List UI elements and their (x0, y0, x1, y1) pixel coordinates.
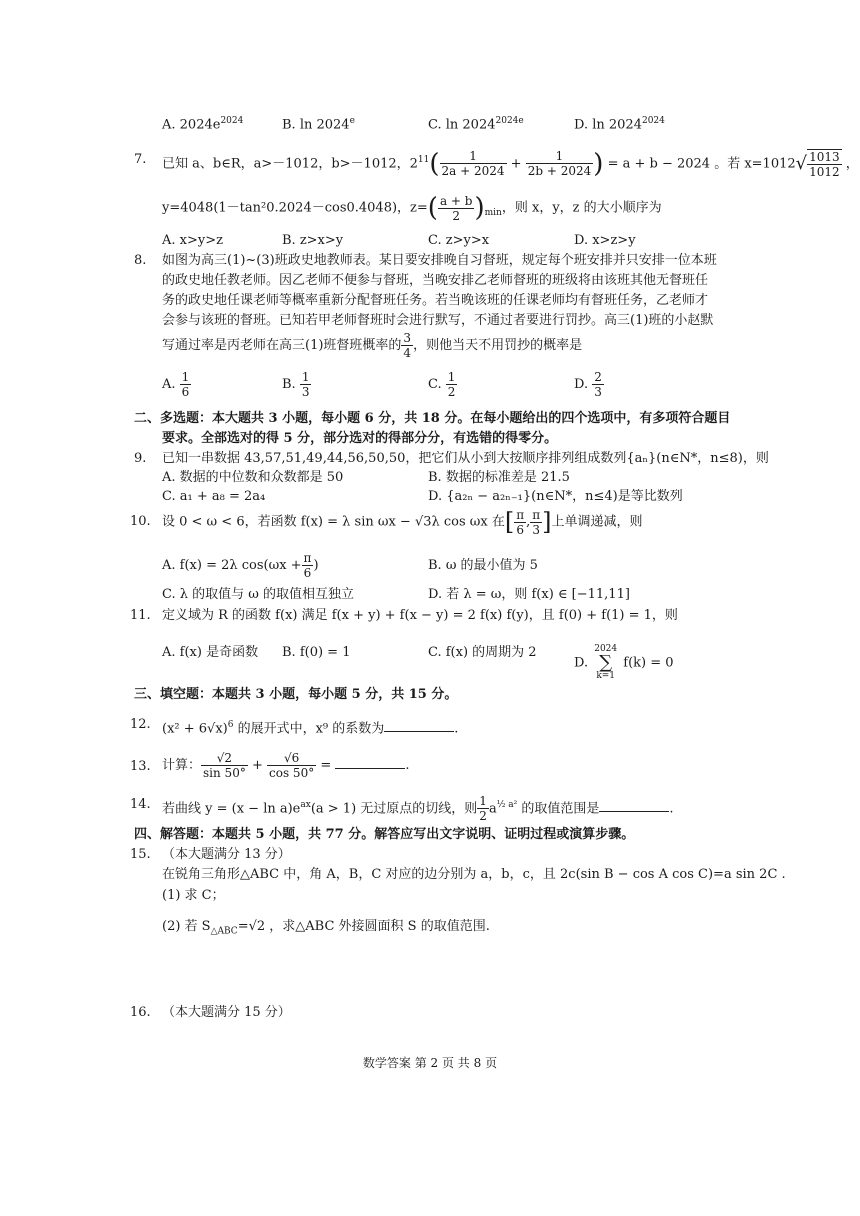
q12-text: $(x^2 + 6√x)^6$ 的展开式中，x⁹ 的系数为 . (162, 720, 459, 737)
q7-root-frac: $\frac{1013}{1012}$ (809, 149, 840, 179)
q9-option-a: A. 数据的中位数和众数都是 50 (162, 470, 344, 485)
q11-option-a: A. f(x) 是奇函数 (162, 645, 259, 660)
q6-option-c-sup: 2024e (495, 116, 524, 126)
q11-number: 11. (130, 608, 151, 623)
q15-part1: (1) 求 C； (162, 888, 225, 903)
q6-option-d: D. $\ln 2024^{2024}$ (574, 116, 665, 133)
q9-option-d: D. {a₂ₙ − a₂ₙ₋₁}(n∈N*，n≤4)是等比数列 (428, 489, 683, 504)
q6-option-a: A. $2024e^{2024}$ (162, 116, 244, 133)
q11-text: 定义域为 R 的函数 f(x) 满足 f(x + y) + f(x − y) = 2 f(x) f(y)，且 f(0) + f(1) = 1，则 (162, 608, 678, 623)
section2-heading-1: 二、多选题：本大题共 3 小题，每小题 6 分，共 18 分。在每小题给出的四个选项中，有多项符合题目 (134, 411, 731, 426)
q15-part2: (2) 若 $S_{\triangle ABC}=√2$ ，求△ABC 外接圆面积 S 的取值范围. (162, 919, 490, 937)
section2-heading-2: 要求。全部选对的得 5 分，部分选对的得部分分，有选错的得零分。 (162, 431, 558, 446)
q13-text: 计算： $\frac{√2}{\sin 50^\circ}$ + $\frac{√6}{\cos 50^\circ}$ = . (162, 751, 410, 780)
q8-line-2: 的政史地任教老师。因乙老师不便参与督班，当晚安排乙老师督班的班级将由该班其他无督班任 (162, 273, 709, 288)
q7-option-a: A. x>y>z (162, 233, 223, 248)
q10-option-a: A. f(x) = 2λ cos(ωx + $\frac{\pi}{6}$ ) (162, 551, 319, 580)
q6-option-d-sup: 2024 (641, 116, 665, 126)
q10-text: 设 0 < ω < 6，若函数 f(x) = λ sin ωx − √3λ cos ωx 在[ $\frac{\pi}{6}$ , $\frac{\pi}{3}$ ]上单调递减，则 (162, 507, 643, 537)
q9-option-b: B. 数据的标准差是 21.5 (428, 470, 570, 485)
q13-number: 13. (130, 759, 151, 774)
q8-line-4: 会参与该班的督班。已知若甲老师督班时会进行默写，不通过者要进行罚抄。高三(1)班的小赵默 (162, 313, 714, 328)
q11-option-c: C. f(x) 的周期为 2 (428, 645, 537, 660)
q15-number: 15. (130, 847, 151, 862)
q6-option-b: B. ln 2024e (282, 116, 355, 133)
q7-option-c: C. z>y>x (428, 233, 490, 248)
q8-line-3: 务的政史地任课老师等概率重新分配督班任务。若当晚该班的任课老师均有督班任务，乙老师才 (162, 293, 709, 308)
q9-number: 9. (134, 451, 147, 466)
q8-option-c: C. $\frac{1}{2}$ (428, 370, 456, 399)
q15-statement: 在锐角三角形△ABC 中，角 A，B，C 对应的边分别为 a，b，c，且 2c(sin B − cos A cos C)=a sin 2C . (162, 867, 786, 882)
q8-option-b: B. $\frac{1}{3}$ (282, 370, 310, 399)
section3-heading: 三、填空题：本题共 3 小题，每小题 5 分，共 15 分。 (134, 687, 458, 702)
q7-line2: y=4048(1－tan²0.2024－cos0.4048)，z=( $\frac{a + b}{2}$ )$_{min}$，则 x，y，z 的大小顺序为 (162, 193, 662, 223)
q9-option-c: C. a₁ + a₈ = 2a₄ (162, 489, 266, 504)
q12-number: 12. (130, 717, 151, 732)
q7-option-d: D. x>z>y (574, 233, 636, 248)
q8-frac: $\frac{3}{4}$ (403, 331, 412, 360)
section4-heading: 四、解答题：本题共 5 小题，共 77 分。解答应写出文字说明、证明过程或演算步骤。 (134, 827, 635, 842)
q10-option-b: B. ω 的最小值为 5 (428, 558, 538, 573)
q11-option-d: D. 2024 ∑ k=1 f(k) = 0 (574, 644, 674, 681)
q8-option-d: D. $\frac{2}{3}$ (574, 370, 602, 399)
q9-text: 已知一串数据 43,57,51,49,44,56,50,50，把它们从小到大按顺序排列组成数列{aₙ}(n∈N*，n≤8)，则 (162, 451, 769, 466)
q7-frac1: $\frac{1}{2a + 2024}$ (441, 149, 505, 179)
q7-line1: 已知 a、b∈R，a>－1012，b>－1012，$2^{11}$( $\frac{1}{2a + 2024}$ + $\frac{1}{2b + 2024}$ ) = a + b − 2024 。若 x=1012√ $\frac{1013}{1012}$ ， (162, 148, 859, 179)
q6-option-c: C. $\ln 2024^{2024e}$ (428, 116, 524, 133)
q8-line-1: 如图为高三(1)~(3)班政史地教师表。某日要安排晚自习督班，规定每个班安排并只安排一位本班 (162, 253, 717, 268)
q7-number: 7. (134, 152, 147, 167)
q11-sum: 2024 ∑ k=1 (594, 644, 618, 681)
q10-option-c: C. λ 的取值与 ω 的取值相互独立 (162, 587, 354, 602)
q7-option-b: B. z>x>y (282, 233, 344, 248)
q6-option-a-sup: 2024 (220, 116, 244, 126)
q10-option-d: D. 若 λ = ω，则 f(x) ∈ [−11,11] (428, 587, 630, 602)
q14-text: 若曲线 $y = (x - \ln a)e^{ax}(a > 1)$ 无过原点的切线，则 $\frac{1}{2}$ $a^{\frac{1}{2} a^2}$ 的取值范围是 . (162, 794, 674, 824)
q8-line-5: 写通过率是丙老师在高三(1)班督班概率的 $\frac{3}{4}$ ，则他当天不用罚抄的概率是 (162, 331, 583, 360)
q8-number: 8. (134, 253, 147, 268)
q14-number: 14. (130, 797, 151, 812)
q8-option-a: A. $\frac{1}{6}$ (162, 370, 190, 399)
q16-number: 16. (130, 1005, 151, 1020)
q11-option-b: B. f(0) = 1 (282, 645, 351, 660)
q15-header: （本大题满分 13 分） (162, 847, 291, 862)
q6-option-b-sup: e (349, 116, 355, 126)
q7-frac2: $\frac{1}{2b + 2024}$ (527, 149, 592, 179)
q16-header: （本大题满分 15 分） (162, 1005, 291, 1020)
q10-number: 10. (130, 514, 151, 529)
q12-answer-blank (384, 719, 454, 732)
q14-answer-blank (599, 799, 669, 812)
q7-zfrac: $\frac{a + b}{2}$ (439, 193, 473, 223)
page-footer: 数学答案 第 2 页 共 8 页 (362, 1056, 498, 1070)
q13-answer-blank (335, 756, 405, 769)
